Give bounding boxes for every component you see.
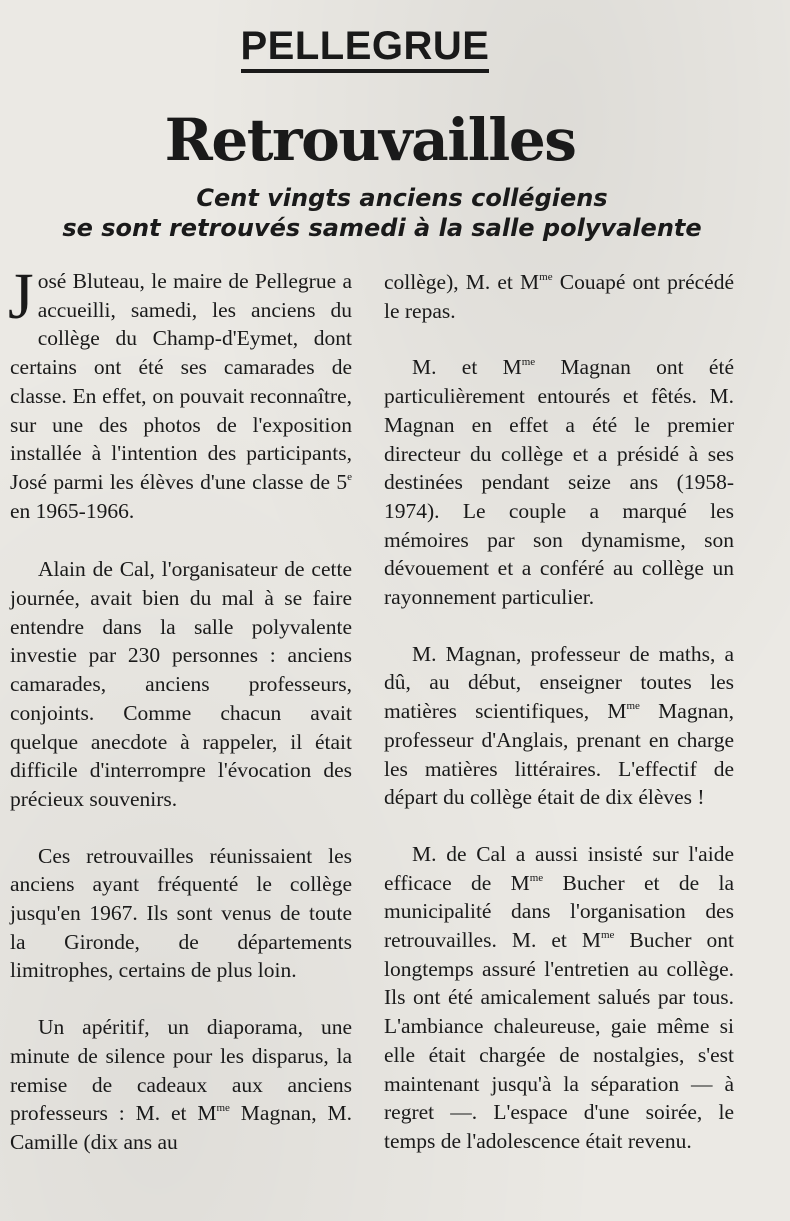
article-subheadline: [0, 183, 790, 243]
paragraph-4: Un apéritif, un diaporama, une minute de silence pour les disparus, la remise de cadeaux aux anciens professeurs : M. et $M^{me}$ Magnan, M. Camille (dix ans au: [10, 1015, 352, 1154]
paragraph-2: Alain de Cal, l'organisateur de cette journée, avait bien du mal à se faire entendre dans la salle polyvalente investie par 230 personnes : anciens camarades, anciens professeurs, conjoints. Comme chacun avait quelque anecdote à rappeler, il était difficile d'interrompre l'évocation des précieux souvenirs.: [10, 557, 352, 811]
paragraph-3: Ces retrouvailles réunissaient les anciens ayant fréquenté le collège jusqu'en 1967. Ils sont venus de toute la Gironde, de départements limitrophes, certains de plus loin.: [10, 843, 352, 983]
section-kicker: PELLEGRUE: [230, 22, 500, 70]
paragraph-5: M. et $M^{me}$ Magnan ont été particulièrement entourés et fêtés. M. Magnan en effet a été le premier directeur du collège et a présidé à ses destinées pendant seize ans (1958-1974). Le couple a marqué les mémoires par son dynamisme, son dévouement et a conféré au collège un rayonnement particulier.: [384, 355, 734, 610]
subhead-line-2: se sont retrouvés samedi à la salle polyvalente: [62, 214, 702, 242]
paragraph-1: José Bluteau, le maire de Pellegrue a accueilli, samedi, les anciens du collège du Champ-d'Eymet, dont certains ont été ses camarades de classe. En effet, on pouvait reconnaître, sur une des photos de l'exposition installée à l'intention des participants, José parmi les élèves d'une classe de 5e en 1965-1966.: [8, 260, 352, 523]
paragraph-7: M. de Cal a aussi insisté sur l'aide efficace de $M^{me}$ Bucher et de la municipalité dans l'organisation des retrouvailles. M. et $M^{me}$ Bucher ont longtemps assuré l'entretien au collège. Ils ont été amicalement salués par tous. L'ambiance chaleureuse, gaie même si elle était chargée de nostalgies, s'est maintenant jusqu'à la séparation — à regret —. L'espace d'une soirée, le temps de l'adolescence était revenu.: [384, 841, 734, 1153]
article-column-left: [8, 260, 352, 1185]
paragraph-6: M. Magnan, professeur de maths, a dû, au début, enseigner toutes les matières scientifiques, $M^{me}$ Magnan, professeur d'Anglais, prenant en charge les matières littéraires. L'effectif de départ du collège était de dix élèves !: [384, 641, 735, 810]
article-headline: Retrouvailles: [164, 106, 576, 174]
article-column-right: [384, 268, 734, 1184]
paragraph-4-continued: collège), M. et $M^{me}$ Couapé ont précédé le repas.: [384, 270, 734, 323]
drop-cap: J: [8, 260, 34, 333]
subhead-line-1: Cent vingts anciens collégiens: [196, 184, 608, 212]
